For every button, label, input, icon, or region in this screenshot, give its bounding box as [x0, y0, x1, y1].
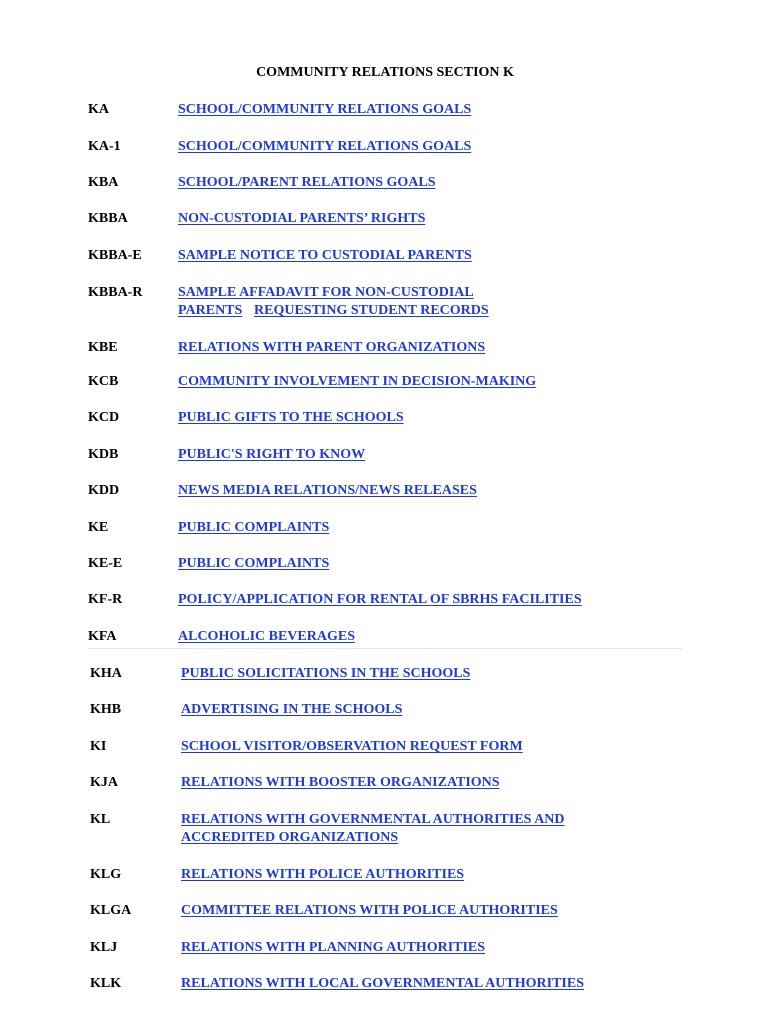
policy-link[interactable]: RELATIONS WITH LOCAL GOVERNMENTAL AUTHORITIES [181, 976, 584, 991]
policy-code: KBA [88, 175, 119, 190]
policy-link[interactable]: PUBLIC COMPLAINTS [178, 556, 330, 571]
policy-link[interactable]: SCHOOL/PARENT RELATIONS GOALS [178, 175, 436, 190]
policy-code: KI [90, 739, 107, 754]
policy-link-continued[interactable]: REQUESTING STUDENT RECORDS [254, 303, 489, 318]
policy-link[interactable]: COMMITTEE RELATIONS WITH POLICE AUTHORITIES [181, 903, 558, 918]
policy-code: KDD [88, 483, 120, 498]
policy-link[interactable]: SCHOOL/COMMUNITY RELATIONS GOALS [178, 102, 472, 117]
policy-code: KHB [90, 702, 122, 717]
policy-link[interactable]: RELATIONS WITH PLANNING AUTHORITIES [181, 940, 486, 955]
policy-link[interactable]: SAMPLE NOTICE TO CUSTODIAL PARENTS [178, 248, 472, 263]
policy-link-continued[interactable]: ACCREDITED ORGANIZATIONS [181, 830, 399, 845]
policy-code: KA-1 [88, 139, 121, 154]
policy-code: KA [88, 102, 109, 117]
policy-code: KE [88, 520, 109, 535]
section-divider [88, 648, 682, 649]
policy-link-continued[interactable]: PARENTS [178, 303, 243, 318]
policy-link[interactable]: PUBLIC'S RIGHT TO KNOW [178, 447, 366, 462]
page-title: COMMUNITY RELATIONS SECTION K [256, 65, 514, 80]
policy-code: KBE [88, 340, 118, 355]
policy-link[interactable]: RELATIONS WITH POLICE AUTHORITIES [181, 867, 465, 882]
policy-link[interactable]: NON-CUSTODIAL PARENTS’ RIGHTS [178, 211, 426, 226]
policy-code: KLG [90, 867, 122, 882]
policy-link[interactable]: PUBLIC COMPLAINTS [178, 520, 330, 535]
policy-code: KCB [88, 374, 119, 389]
policy-link[interactable]: RELATIONS WITH BOOSTER ORGANIZATIONS [181, 775, 500, 790]
policy-code: KFA [88, 629, 117, 644]
policy-link[interactable]: SCHOOL/COMMUNITY RELATIONS GOALS [178, 139, 472, 154]
policy-code: KE-E [88, 556, 123, 571]
policy-link[interactable]: ALCOHOLIC BEVERAGES [178, 629, 355, 644]
policy-link[interactable]: POLICY/APPLICATION FOR RENTAL OF SBRHS FACILITIES [178, 592, 582, 607]
policy-code: KLGA [90, 903, 132, 918]
policy-code: KCD [88, 410, 120, 425]
policy-link[interactable]: PUBLIC SOLICITATIONS IN THE SCHOOLS [181, 666, 471, 681]
policy-code: KL [90, 812, 111, 827]
policy-code: KLJ [90, 940, 118, 955]
policy-code: KBBA-R [88, 285, 143, 300]
policy-code: KJA [90, 775, 118, 790]
policy-link[interactable]: RELATIONS WITH GOVERNMENTAL AUTHORITIES AND [181, 812, 565, 827]
policy-link[interactable]: NEWS MEDIA RELATIONS/NEWS RELEASES [178, 483, 477, 498]
policy-link[interactable]: PUBLIC GIFTS TO THE SCHOOLS [178, 410, 404, 425]
policy-code: KHA [90, 666, 122, 681]
policy-link[interactable]: ADVERTISING IN THE SCHOOLS [181, 702, 403, 717]
policy-code: KLK [90, 976, 122, 991]
policy-code: KDB [88, 447, 119, 462]
policy-link[interactable]: SCHOOL VISITOR/OBSERVATION REQUEST FORM [181, 739, 523, 754]
policy-link[interactable]: SAMPLE AFFADAVIT FOR NON-CUSTODIAL [178, 285, 474, 300]
policy-code: KBBA-E [88, 248, 142, 263]
policy-code: KBBA [88, 211, 128, 226]
policy-link[interactable]: RELATIONS WITH PARENT ORGANIZATIONS [178, 340, 486, 355]
policy-code: KF-R [88, 592, 123, 607]
policy-link[interactable]: COMMUNITY INVOLVEMENT IN DECISION-MAKING [178, 374, 537, 389]
